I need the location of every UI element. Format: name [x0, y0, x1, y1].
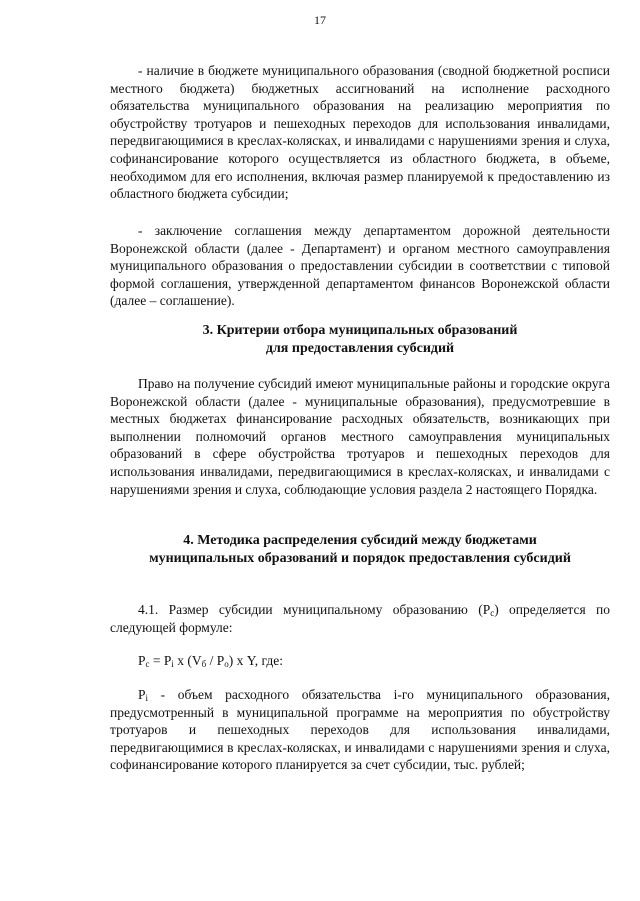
section-4-heading — [110, 532, 610, 568]
paragraph-agreement-condition — [110, 222, 610, 310]
heading-line: муниципальных образований и порядок предоставления субсидий — [149, 551, 571, 566]
formula — [110, 652, 610, 670]
paragraph-budget-condition — [110, 62, 610, 203]
heading-line: для предоставления субсидий — [265, 341, 455, 356]
paragraph-text: - заключение соглашения между департаментом дорожной деятельности Воронежской области (далее - Департамент) и органом местного самоуправления муниципального образования о предоставлении субсидии в соответствии с типовой формой соглашения, утвержденной департаментом финансов Воронежской области (далее – соглашение). — [110, 223, 610, 309]
paragraph-eligibility — [110, 375, 610, 498]
heading-line: 3. Критерии отбора муниципальных образований — [202, 323, 518, 338]
formula-text: $Р_с = Р_i$ х $(V_б / Р_о)$ х Y, где: — [138, 653, 283, 669]
paragraph-text: - наличие в бюджете муниципального образования (сводной бюджетной росписи местного бюджета) бюджетных ассигнований на исполнение расходного обязательства муниципального образования на реализацию мероприятия по обустройству тротуаров и пешеходных переходов для использования инвалидами, передвигающимися в креслах-колясках, и инвалидами с нарушениями зрения и слуха, софинансирование которого осуществляется из областного бюджета, в объеме, необходимом для его исполнения, включая размер планируемой к предоставлению из областного бюджета субсидии; — [110, 63, 610, 202]
heading-line: 4. Методика распределения субсидий между бюджетами — [183, 533, 537, 548]
paragraph-subsidy-size — [110, 601, 610, 636]
paragraph-text: 4.1. Размер субсидии муниципальному образованию $(Р_с)$ определяется по следующей формуле: — [110, 602, 610, 635]
section-3-heading — [110, 322, 610, 358]
paragraph-text: $Р_i$ - объем расходного обязательства i-го муниципального образования, предусмотренный в муниципальной программе на мероприятия по обустройству тротуаров и пешеходных переходов для использования инвалидами, передвигающимися в креслах-колясках, и инвалидами с нарушениями зрения и слуха, софинансирование которого планируется за счет субсидии, тыс. рублей; — [110, 687, 610, 773]
page-number: 17 — [314, 13, 326, 27]
paragraph-text: Право на получение субсидий имеют муниципальные районы и городские округа Воронежской области (далее - муниципальные образования), предусмотревшие в местных бюджетах финансирование расходных обязательств, возникающих при выполнении полномочий органов местного самоуправления муниципальных образований в сфере обустройства тротуаров и пешеходных переходов для использования инвалидами, передвигающимися в креслах-колясках, и инвалидами с нарушениями зрения и слуха, соблюдающие условия раздела 2 настоящего Порядка. — [110, 376, 610, 497]
paragraph-pi-definition — [110, 686, 610, 774]
